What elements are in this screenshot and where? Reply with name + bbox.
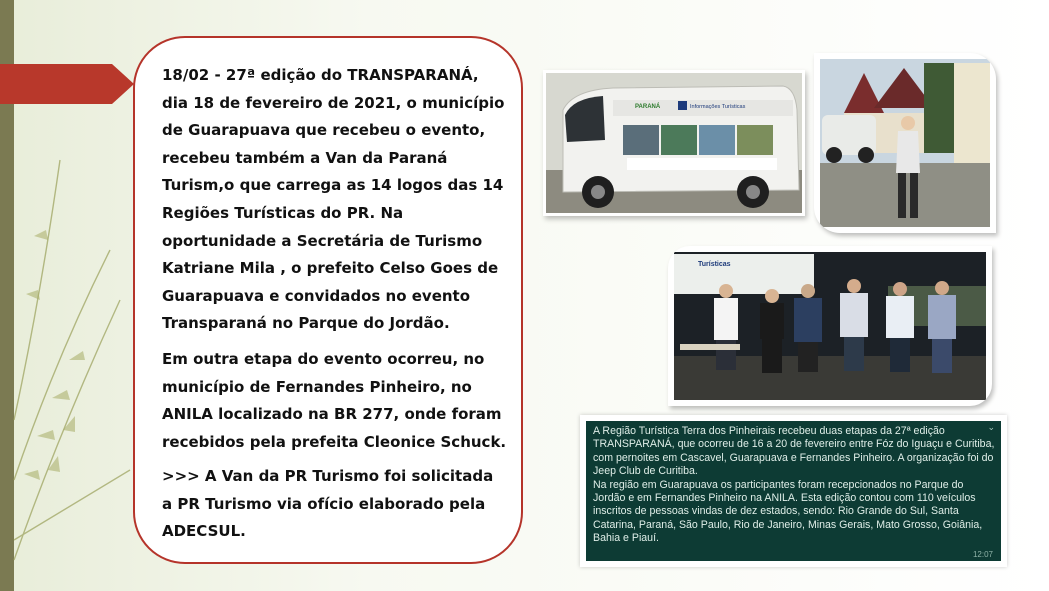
woman-photo: [814, 53, 996, 233]
red-arrow-pointer: [0, 60, 140, 108]
text-callout-box: [133, 36, 523, 564]
photo-frame-van: [543, 70, 805, 216]
paragraph-van-request: >>> A Van da PR Turismo foi solicitada a PR Turismo via ofício elaborado pela ADECSUL.: [162, 467, 494, 541]
van-brand-text: PARANÁ: [635, 104, 661, 110]
message-text: A Região Turística Terra dos Pinheirais recebeu duas etapas da 27ª edição TRANSPARANÁ, que ocorreu de 16 a 20 de fevereiro entre Fóz do Iguaçu e Curitiba, com pernoites em Cascavel, Guarapuava e Fernandes Pinheiro. A organização foi do Jeep Club de Curitiba. Na região em Guarapuava os participantes foram recepcionados no Parque do Jordão e em Fernandes Pinheiro na ANILA. Esta edição contou com 110 veículos inscritos de pessoas vindas de dez estados, sendo: Rio Grande do Sul, Santa Catarina, Paraná, São Paulo, Rio de Janeiro, Minas Gerais, Mato Grosso, Goiânia, Bahia e Piauí.: [593, 425, 995, 545]
whatsapp-message: [580, 415, 1007, 567]
paragraph-fernandes-pinheiro: Em outra etapa do evento ocorreu, no município de Fernandes Pinheiro, no ANILA localizado na BR 277, onde foram recebidos pela prefeita Cleonice Schuck.: [162, 350, 507, 451]
van-photo: [543, 70, 805, 216]
van-info-text: Informações Turísticas: [690, 104, 746, 110]
message-time: 12:07: [972, 550, 993, 559]
group-photo: [668, 246, 992, 406]
photo-frame-woman: [814, 53, 996, 233]
photo-frame-group: [668, 246, 992, 406]
paragraph-transparana: 18/02 - 27ª edição do TRANSPARANÁ, dia 18 de fevereiro de 2021, o município de Guarapuava que recebeu o evento, recebeu também a Van da Paraná Turism,o que carrega as 14 logos das 14 Regiões Turísticas do PR. Na oportunidade a Secretária de Turismo Katriane Mila , o prefeito Celso Goes de Guarapuava e convidados no evento Transparaná no Parque do Jordão.: [162, 66, 505, 333]
night-van-sign: Turísticas: [698, 261, 731, 268]
chevron-down-icon: ⌄: [987, 422, 995, 432]
